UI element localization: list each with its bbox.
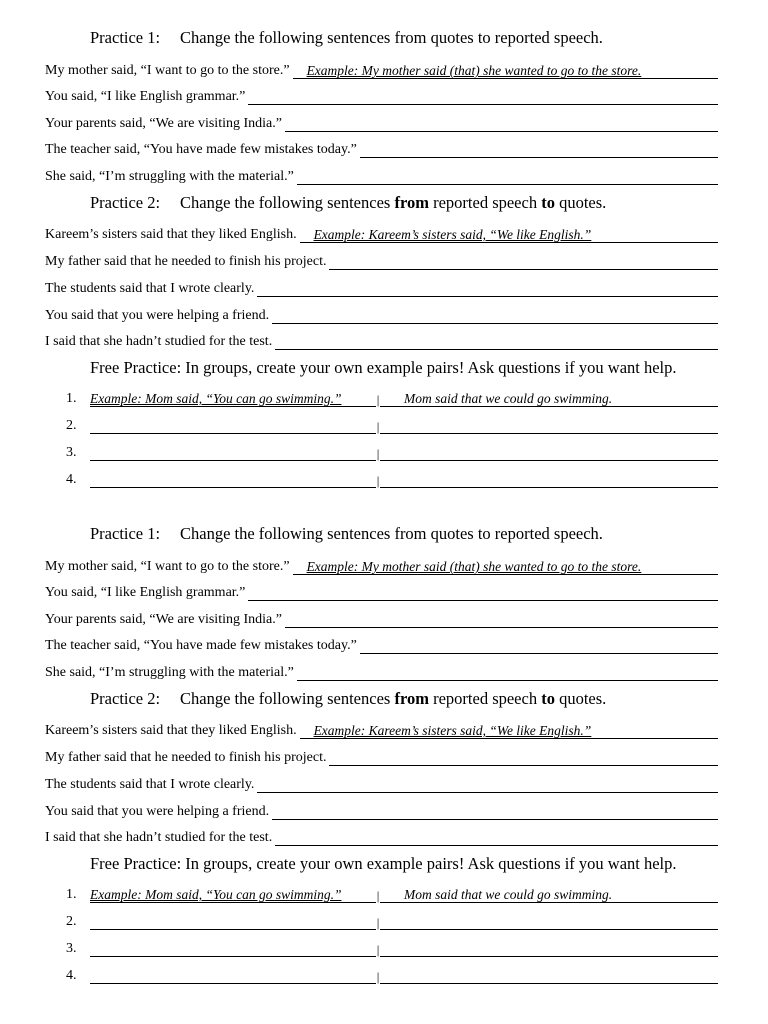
example-quote: Example: Mom said, “You can go swimming.”: [90, 392, 342, 406]
practice-1-heading: [90, 28, 603, 48]
sentence-prompt: My father said that he needed to finish his project.: [45, 750, 327, 765]
exercise-row: [45, 637, 718, 654]
quote-answer-line[interactable]: [90, 969, 376, 984]
exercise-row: [45, 141, 718, 158]
sentence-prompt: I said that she hadn’t studied for the test.: [45, 830, 273, 845]
item-number: 1.: [66, 391, 77, 406]
answer-line[interactable]: [257, 282, 718, 297]
quote-answer-line[interactable]: [90, 446, 376, 461]
practice-1-instruction: Change the following sentences from quotes to reported speech.: [180, 28, 603, 47]
worksheet-copy: [0, 28, 768, 508]
item-number: 3.: [66, 941, 77, 956]
answer-line[interactable]: [285, 613, 718, 628]
answer-line[interactable]: [300, 724, 718, 739]
practice-2-from-word: from: [394, 193, 429, 212]
exercise-row: [45, 62, 718, 79]
reported-answer-line[interactable]: [380, 969, 718, 984]
practice-2-heading: [90, 193, 606, 213]
answer-line[interactable]: [275, 335, 718, 350]
pair-separator: |: [376, 888, 380, 903]
reported-answer-line[interactable]: [380, 392, 718, 407]
exercise-row: [45, 307, 718, 324]
answer-line[interactable]: [297, 666, 718, 681]
sentence-prompt: The teacher said, “You have made few mistakes today.”: [45, 142, 357, 157]
quote-answer-line[interactable]: [90, 419, 376, 434]
exercise-row: [45, 776, 718, 793]
exercise-row: [45, 803, 718, 820]
quote-answer-line[interactable]: [90, 942, 376, 957]
free-practice-row: [66, 471, 718, 488]
answer-line[interactable]: [272, 309, 718, 324]
sentence-prompt: My father said that he needed to finish his project.: [45, 254, 327, 269]
sentence-prompt: Your parents said, “We are visiting India.”: [45, 116, 282, 131]
pair-separator: |: [376, 473, 380, 488]
sentence-prompt: Kareem’s sisters said that they liked English.: [45, 723, 297, 738]
sentence-prompt: My mother said, “I want to go to the store.”: [45, 559, 290, 574]
pair-separator: |: [376, 446, 380, 461]
example-reported: Mom said that we could go swimming.: [404, 392, 613, 406]
exercise-row: [45, 253, 718, 270]
example-quote: Example: Mom said, “You can go swimming.”: [90, 888, 342, 902]
exercise-row: [45, 611, 718, 628]
answer-line[interactable]: [248, 586, 718, 601]
answer-line[interactable]: [285, 117, 718, 132]
example-answer: Example: My mother said (that) she wanted to go to the store.: [306, 560, 642, 574]
example-answer: Example: My mother said (that) she wanted to go to the store.: [306, 64, 642, 78]
reported-answer-line[interactable]: [380, 473, 718, 488]
practice-1-label: Practice 1:: [90, 28, 161, 47]
practice-2-instruction-start: Change the following sentences: [180, 193, 395, 212]
item-number: 1.: [66, 887, 77, 902]
sentence-prompt: You said, “I like English grammar.”: [45, 89, 246, 104]
practice-2-label: Practice 2:: [90, 689, 161, 708]
reported-answer-line[interactable]: [380, 419, 718, 434]
answer-line[interactable]: [248, 90, 718, 105]
sentence-prompt: You said, “I like English grammar.”: [45, 585, 246, 600]
sentence-prompt: You said that you were helping a friend.: [45, 804, 270, 819]
reported-answer-line[interactable]: [380, 915, 718, 930]
free-practice-row: [66, 940, 718, 957]
answer-line[interactable]: [329, 751, 718, 766]
worksheet-copy: [0, 524, 768, 1004]
reported-answer-line[interactable]: [380, 888, 718, 903]
item-number: 4.: [66, 472, 77, 487]
free-practice-row: [66, 886, 718, 903]
sentence-prompt: The teacher said, “You have made few mistakes today.”: [45, 638, 357, 653]
practice-1-heading: [90, 524, 603, 544]
exercise-row: [45, 115, 718, 132]
sentence-prompt: She said, “I’m struggling with the material.”: [45, 169, 294, 184]
sentence-prompt: I said that she hadn’t studied for the test.: [45, 334, 273, 349]
example-reported: Mom said that we could go swimming.: [404, 888, 613, 902]
free-practice-row: [66, 390, 718, 407]
exercise-row: [45, 829, 718, 846]
practice-2-from-word: from: [394, 689, 429, 708]
exercise-row: [45, 88, 718, 105]
answer-line[interactable]: [297, 170, 718, 185]
free-practice-row: [66, 417, 718, 434]
exercise-row: [45, 664, 718, 681]
free-practice-heading: [90, 358, 677, 378]
quote-answer-line[interactable]: [90, 392, 376, 407]
answer-line[interactable]: [275, 831, 718, 846]
example-answer: Example: Kareem’s sisters said, “We like English.”: [313, 724, 592, 738]
pair-separator: |: [376, 915, 380, 930]
exercise-row: [45, 722, 718, 739]
quote-answer-line[interactable]: [90, 915, 376, 930]
practice-2-to-word: to: [541, 193, 555, 212]
item-number: 2.: [66, 418, 77, 433]
item-number: 2.: [66, 914, 77, 929]
sentence-prompt: My mother said, “I want to go to the store.”: [45, 63, 290, 78]
free-practice-instruction: Free Practice: In groups, create your own example pairs! Ask questions if you want help.: [90, 358, 677, 377]
reported-answer-line[interactable]: [380, 942, 718, 957]
answer-line[interactable]: [257, 778, 718, 793]
answer-line[interactable]: [329, 255, 718, 270]
item-number: 3.: [66, 445, 77, 460]
practice-2-instruction-start: Change the following sentences: [180, 689, 395, 708]
practice-2-label: Practice 2:: [90, 193, 161, 212]
exercise-row: [45, 558, 718, 575]
exercise-row: [45, 226, 718, 243]
free-practice-row: [66, 444, 718, 461]
item-number: 4.: [66, 968, 77, 983]
sentence-prompt: She said, “I’m struggling with the material.”: [45, 665, 294, 680]
pair-separator: |: [376, 419, 380, 434]
reported-answer-line[interactable]: [380, 446, 718, 461]
pair-separator: |: [376, 942, 380, 957]
sentence-prompt: The students said that I wrote clearly.: [45, 777, 255, 792]
exercise-row: [45, 280, 718, 297]
exercise-row: [45, 749, 718, 766]
answer-line[interactable]: [360, 143, 718, 158]
practice-1-label: Practice 1:: [90, 524, 161, 543]
sentence-prompt: You said that you were helping a friend.: [45, 308, 270, 323]
answer-line[interactable]: [300, 228, 718, 243]
practice-2-instruction-end: quotes.: [554, 689, 607, 708]
exercise-row: [45, 168, 718, 185]
sentence-prompt: Kareem’s sisters said that they liked English.: [45, 227, 297, 242]
quote-answer-line[interactable]: [90, 473, 376, 488]
practice-2-to-word: to: [541, 689, 555, 708]
example-answer: Example: Kareem’s sisters said, “We like English.”: [313, 228, 592, 242]
sentence-prompt: The students said that I wrote clearly.: [45, 281, 255, 296]
free-practice-instruction: Free Practice: In groups, create your own example pairs! Ask questions if you want help.: [90, 854, 677, 873]
pair-separator: |: [376, 969, 380, 984]
exercise-row: [45, 333, 718, 350]
exercise-row: [45, 584, 718, 601]
quote-answer-line[interactable]: [90, 888, 376, 903]
free-practice-heading: [90, 854, 677, 874]
free-practice-row: [66, 967, 718, 984]
practice-1-instruction: Change the following sentences from quotes to reported speech.: [180, 524, 603, 543]
practice-2-instruction-middle: reported speech: [428, 689, 542, 708]
practice-2-instruction-middle: reported speech: [428, 193, 542, 212]
pair-separator: |: [376, 392, 380, 407]
answer-line[interactable]: [272, 805, 718, 820]
answer-line[interactable]: [293, 560, 718, 575]
practice-2-heading: [90, 689, 606, 709]
free-practice-row: [66, 913, 718, 930]
answer-line[interactable]: [293, 64, 718, 79]
sentence-prompt: Your parents said, “We are visiting India.”: [45, 612, 282, 627]
practice-2-instruction-end: quotes.: [554, 193, 607, 212]
answer-line[interactable]: [360, 639, 718, 654]
